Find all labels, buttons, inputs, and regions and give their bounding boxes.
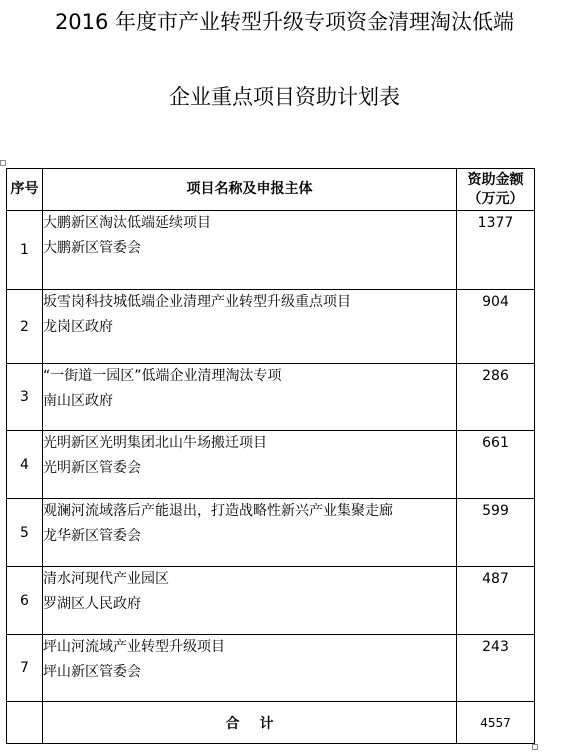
header-amount-line2: （万元） — [467, 190, 524, 207]
total-label-cell — [43, 702, 457, 744]
applicant-name: 大鹏新区管委会 — [43, 240, 141, 256]
header-amount-line1: 资助金额 — [467, 171, 524, 188]
table-row — [7, 290, 535, 364]
applicant-name: 龙岗区政府 — [43, 319, 113, 335]
project-name: “一街道一园区”低端企业清理淘汰专项 — [43, 368, 282, 384]
applicant-name: 坪山新区管委会 — [43, 664, 141, 680]
table-resize-handle-icon[interactable] — [532, 744, 538, 750]
row-amount: 487 — [457, 567, 535, 635]
project-name: 坂雪岗科技城低端企业清理产业转型升级重点项目 — [43, 294, 351, 310]
row-amount: 599 — [457, 499, 535, 567]
table-header-row — [7, 169, 535, 211]
table-row — [7, 211, 535, 290]
total-amount: 4557 — [457, 702, 535, 744]
row-number: 7 — [7, 635, 43, 702]
row-amount: 286 — [457, 364, 535, 431]
row-project-cell — [43, 567, 457, 635]
table-row — [7, 635, 535, 702]
document-title-line-2: 企业重点项目资助计划表 — [169, 85, 400, 109]
row-project-cell — [43, 364, 457, 431]
project-name: 大鹏新区淘汰低端延续项目 — [43, 215, 211, 231]
row-project-cell — [43, 211, 457, 290]
header-project-name: 项目名称及申报主体 — [43, 169, 457, 211]
row-amount: 1377 — [457, 211, 535, 290]
table-row — [7, 567, 535, 635]
table-row — [7, 431, 535, 499]
row-number: 3 — [7, 364, 43, 431]
applicant-name: 光明新区管委会 — [43, 460, 141, 476]
project-name: 清水河现代产业园区 — [43, 571, 169, 587]
header-amount — [457, 169, 535, 211]
row-number: 5 — [7, 499, 43, 567]
row-number: 4 — [7, 431, 43, 499]
row-amount: 243 — [457, 635, 535, 702]
row-number: 2 — [7, 290, 43, 364]
row-project-cell — [43, 635, 457, 702]
applicant-name: 南山区政府 — [43, 393, 113, 409]
row-number: 6 — [7, 567, 43, 635]
document-title-line-1: 2016 年度市产业转型升级专项资金清理淘汰低端 — [54, 10, 515, 34]
row-amount: 904 — [457, 290, 535, 364]
total-row — [7, 702, 535, 744]
applicant-name: 龙华新区管委会 — [43, 528, 141, 544]
table-move-handle-icon[interactable] — [0, 160, 6, 166]
row-amount: 661 — [457, 431, 535, 499]
project-name: 光明新区光明集团北山牛场搬迁项目 — [43, 435, 267, 451]
total-label: 合计 — [225, 715, 294, 732]
total-empty-cell — [7, 702, 43, 744]
row-project-cell — [43, 499, 457, 567]
table-row — [7, 499, 535, 567]
funding-plan-table — [6, 168, 535, 744]
project-name: 观澜河流域落后产能退出，打造战略性新兴产业集聚走廊 — [43, 503, 393, 519]
applicant-name: 罗湖区人民政府 — [43, 596, 141, 612]
row-project-cell — [43, 290, 457, 364]
row-project-cell — [43, 431, 457, 499]
table-row — [7, 364, 535, 431]
row-number: 1 — [7, 211, 43, 290]
project-name: 坪山河流域产业转型升级项目 — [43, 639, 225, 655]
header-serial-number: 序号 — [7, 169, 43, 211]
